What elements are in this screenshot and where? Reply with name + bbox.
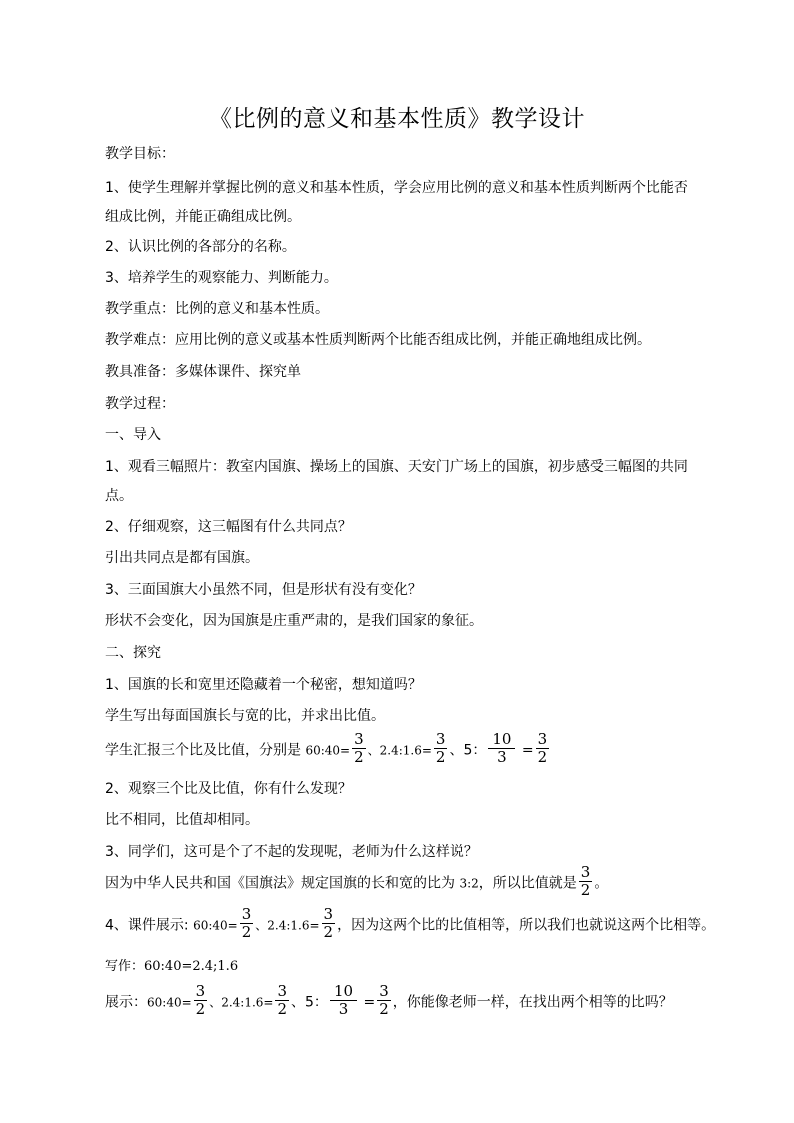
fraction-three-halves: $\frac{3}{2}$ xyxy=(580,863,591,899)
paragraph-objective-1: 1、使学生理解并掌握比例的意义和基本性质，学会应用比例的意义和基本性质判断两个比能否 xyxy=(105,180,688,196)
report-text: 学生汇报三个比及比值，分别是 xyxy=(105,742,306,759)
paragraph-objective-3: 3、培养学生的观察能力、判断能力。 xyxy=(105,270,338,286)
fraction-three-halves: $\frac{3}{2}$ xyxy=(277,982,288,1018)
paragraph-objective-1-cont: 组成比例，并能正确组成比例。 xyxy=(105,209,301,225)
fraction-three-halves: $\frac{3}{2}$ xyxy=(354,730,364,766)
show-ratio-2: 、2.4:1.6= xyxy=(255,918,320,933)
show2-ratio-1: 60:40= xyxy=(147,995,192,1010)
fraction-ten-thirds: $\frac{10}{3}$ xyxy=(488,731,515,766)
report-equals: = xyxy=(517,742,534,759)
paragraph-intro-1: 1、观看三幅照片：教室内国旗、操场上的国旗、天安门广场上的国旗，初步感受三幅图的共同 xyxy=(105,459,688,475)
show-explanation: ，因为这两个比的比值相等，所以我们也就说这两个比相等。 xyxy=(337,917,716,934)
paragraph-explore-2: 2、观察三个比及比值，你有什么发现？ xyxy=(105,781,352,797)
show-label: 4、课件展示: xyxy=(105,917,194,934)
paragraph-intro-3: 3、三面国旗大小虽然不同，但是形状有没有变化？ xyxy=(105,582,422,598)
report-ratio-3: 、5： xyxy=(449,742,487,759)
fraction-three-halves: $\frac{3}{2}$ xyxy=(379,982,389,1018)
show2-ratio-3: 、5： xyxy=(291,994,328,1011)
paragraph-intro-2-answer: 引出共同点是都有国旗。 xyxy=(105,550,259,566)
show2-question: ，你能像老师一样，在找出两个相等的比吗？ xyxy=(392,994,673,1011)
flag-law-ratio: 3:2 xyxy=(459,876,479,891)
show2-label: 展示： xyxy=(105,994,147,1011)
paragraph-explore-1-task: 学生写出每面国旗长与宽的比，并求出比值。 xyxy=(105,708,385,724)
flag-law-end: 。 xyxy=(594,875,609,892)
paragraph-courseware-show xyxy=(105,905,716,943)
flag-law-text-2: ，所以比值就是 xyxy=(478,875,577,892)
fraction-three-halves: $\frac{3}{2}$ xyxy=(537,730,548,766)
show2-equals: = xyxy=(359,994,376,1011)
paragraph-explore-3: 3、同学们，这可是个了不起的发现呢，老师为什么这样说？ xyxy=(105,844,478,860)
paragraph-written-form: 写作：60:40=2.4;1.6 xyxy=(105,959,239,974)
flag-law-text: 因为中华人民共和国《国旗法》规定国旗的长和宽的比为 xyxy=(105,875,460,892)
fraction-three-halves: $\frac{3}{2}$ xyxy=(435,730,446,766)
paragraph-intro-2: 2、仔细观察，这三幅图有什么共同点？ xyxy=(105,519,352,535)
paragraph-explore-1: 1、国旗的长和宽里还隐藏着一个秘密，想知道吗？ xyxy=(105,677,422,693)
fraction-three-halves: $\frac{3}{2}$ xyxy=(241,905,252,941)
report-ratio-2: 、2.4:1.6= xyxy=(367,743,432,758)
fraction-three-halves: $\frac{3}{2}$ xyxy=(323,905,334,941)
paragraph-flag-law xyxy=(105,863,609,901)
document-title: 《比例的意义和基本性质》教学设计 xyxy=(209,106,585,132)
heading-exploration: 二、探究 xyxy=(105,645,161,661)
fraction-ten-thirds: $\frac{10}{3}$ xyxy=(330,983,357,1018)
report-ratio-1: 60:40= xyxy=(305,743,351,758)
heading-introduction: 一、导入 xyxy=(105,427,161,443)
paragraph-intro-3-answer: 形状不会变化，因为国旗是庄重严肃的，是我们国家的象征。 xyxy=(105,613,483,629)
paragraph-intro-1-cont: 点。 xyxy=(105,488,133,504)
show2-ratio-2: 、2.4:1.6= xyxy=(209,995,274,1010)
section-label-objectives: 教学目标： xyxy=(105,146,175,162)
paragraph-student-report xyxy=(105,730,551,768)
paragraph-key-point: 教学重点：比例的意义和基本性质。 xyxy=(105,301,329,317)
paragraph-difficult-point: 教学难点：应用比例的意义或基本性质判断两个比能否组成比例，并能正确地组成比例。 xyxy=(105,332,651,348)
paragraph-teaching-aids: 教具准备：多媒体课件、探究单 xyxy=(105,364,301,380)
section-label-process: 教学过程： xyxy=(105,396,175,412)
show-ratio-1: 60:40= xyxy=(193,918,238,933)
paragraph-explore-2-answer: 比不相同，比值却相同。 xyxy=(105,812,259,828)
paragraph-objective-2: 2、认识比例的各部分的名称。 xyxy=(105,239,296,255)
fraction-three-halves: $\frac{3}{2}$ xyxy=(195,982,206,1018)
paragraph-show-and-ask xyxy=(105,982,673,1020)
